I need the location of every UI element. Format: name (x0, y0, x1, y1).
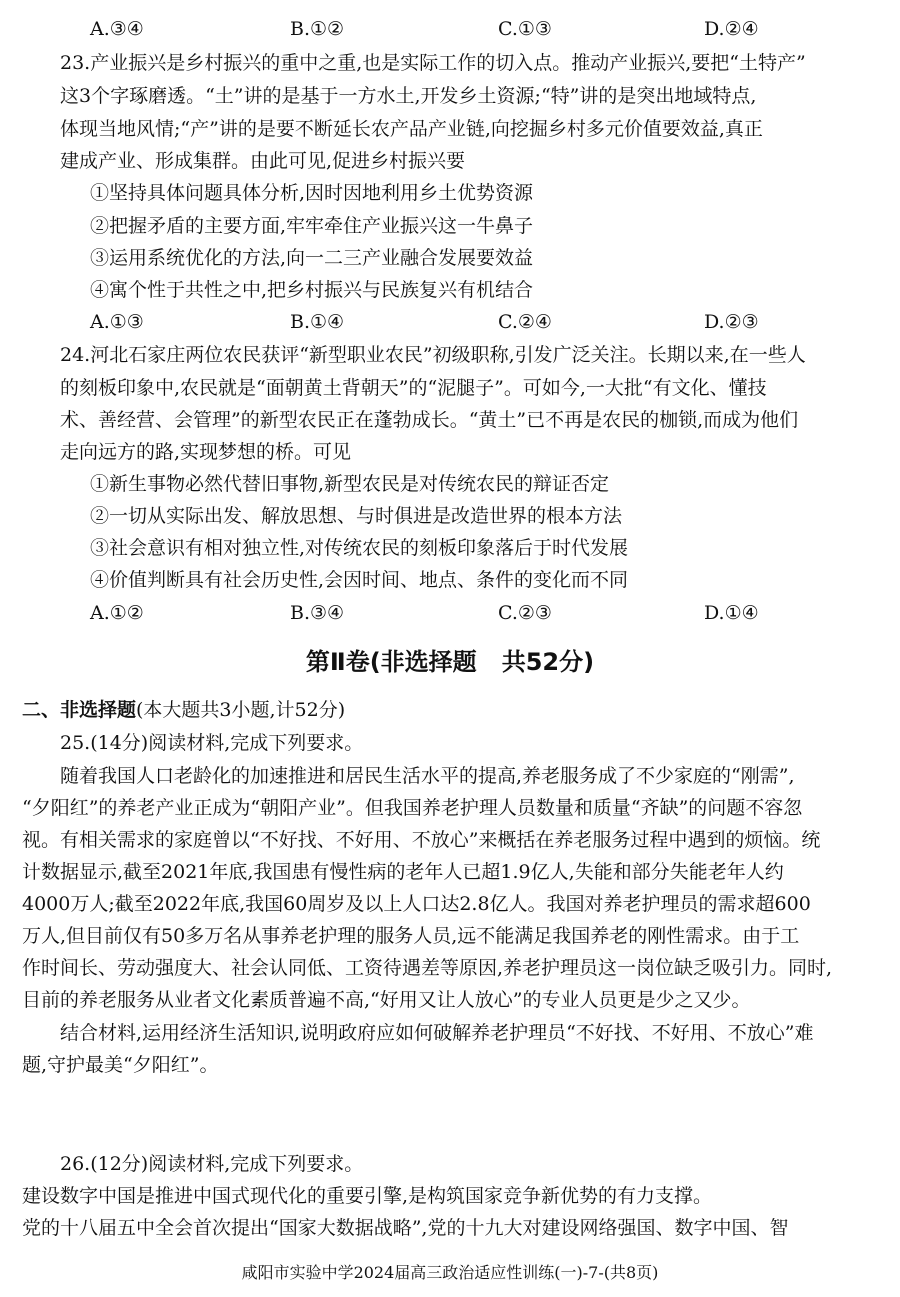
q23-item: ④寓个性于共性之中,把乡村振兴与民族复兴有机结合 (90, 279, 534, 301)
q25-material-line: 视。有相关需求的家庭曾以“不好找、不好用、不放心”来概括在养老服务过程中遇到的烦恼。统 (22, 829, 821, 851)
q26-material-line: 党的十八届五中全会首次提出“国家大数据战略”,党的十九大对建设网络强国、数字中国、智 (22, 1217, 789, 1239)
q24-option-c: C.②③ (498, 602, 552, 624)
q24-item: ④价值判断具有社会历史性,会因时间、地点、条件的变化而不同 (90, 569, 629, 591)
q25-material-line: 4000万人;截至2022年底,我国60周岁及以上人口达2.8亿人。我国对养老护理员的需求超600 (22, 893, 811, 915)
q24-option-b: B.③④ (290, 602, 345, 624)
q25-task-line: 题,守护最美“夕阳红”。 (22, 1054, 219, 1076)
q23-option-d: D.②③ (704, 311, 759, 333)
q25-material-line: 随着我国人口老龄化的加速推进和居民生活水平的提高,养老服务成了不少家庭的“刚需”, (60, 765, 795, 787)
q23-options (90, 309, 890, 335)
q23-option-c: C.②④ (498, 311, 552, 333)
q23-stem-line: 23.产业振兴是乡村振兴的重中之重,也是实际工作的切入点。推动产业振兴,要把“土特产” (60, 52, 806, 74)
q23-option-a: A.①③ (90, 311, 144, 333)
section-heading (22, 697, 345, 723)
q24-stem-line: 的刻板印象中,农民就是“面朝黄土背朝天”的“泥腿子”。可如今,一大批“有文化、懂技 (60, 377, 767, 399)
q22-option-b: B.①② (290, 18, 345, 40)
q24-stem-line: 术、善经营、会管理”的新型农民正在蓬勃成长。“黄土”已不再是农民的枷锁,而成为他们 (60, 409, 799, 431)
q24-option-a: A.①② (90, 602, 144, 624)
q26-intro: 26.(12分)阅读材料,完成下列要求。 (60, 1153, 364, 1175)
q23-stem-line: 体现当地风情;“产”讲的是要不断延长农产品产业链,向挖掘乡村多元价值要效益,真正 (60, 118, 763, 140)
q24-options (90, 600, 890, 626)
q25-material-line: 万人,但目前仅有50多万名从事养老护理的服务人员,远不能满足我国养老的刚性需求。由于工 (22, 925, 800, 947)
q23-option-b: B.①④ (290, 311, 345, 333)
q24-stem-line: 走向远方的路,实现梦想的桥。可见 (60, 441, 352, 463)
q23-stem-line: 这3个字琢磨透。“土”讲的是基于一方水土,开发乡土资源;“特”讲的是突出地域特点, (60, 85, 757, 107)
section-heading-note: (本大题共3小题,计52分) (136, 699, 346, 721)
q23-stem-line: 建成产业、形成集群。由此可见,促进乡村振兴要 (60, 150, 466, 172)
q22-option-d: D.②④ (704, 18, 759, 40)
q26-material-line: 建设数字中国是推进中国式现代化的重要引擎,是构筑国家竞争新优势的有力支撑。 (22, 1185, 713, 1207)
section-title: 第Ⅱ卷(非选择题 共52分) (305, 648, 595, 676)
q25-material-line: 目前的养老服务从业者文化素质普遍不高,“好用又让人放心”的专业人员更是少之又少。 (22, 989, 751, 1011)
q23-item: ①坚持具体问题具体分析,因时因地利用乡土优势资源 (90, 182, 534, 204)
section-heading-label: 二、非选择题 (22, 699, 137, 721)
q25-material-line: 计数据显示,截至2021年底,我国患有慢性病的老年人已超1.9亿人,失能和部分失能老年人约 (22, 861, 784, 883)
q22-options (90, 16, 890, 42)
q25-intro: 25.(14分)阅读材料,完成下列要求。 (60, 732, 364, 754)
q24-stem-line: 24.河北石家庄两位农民获评“新型职业农民”初级职称,引发广泛关注。长期以来,在一些人 (60, 344, 806, 366)
q25-task-line: 结合材料,运用经济生活知识,说明政府应如何破解养老护理员“不好找、不好用、不放心”难 (60, 1022, 814, 1044)
q24-option-d: D.①④ (704, 602, 759, 624)
q23-item: ③运用系统优化的方法,向一二三产业融合发展要效益 (90, 247, 534, 269)
page-footer: 咸阳市实验中学2024届高三政治适应性训练(一)-7-(共8页) (241, 1263, 659, 1282)
q23-item: ②把握矛盾的主要方面,牢牢牵住产业振兴这一牛鼻子 (90, 215, 534, 237)
q25-material-line: “夕阳红”的养老产业正成为“朝阳产业”。但我国养老护理人员数量和质量“齐缺”的问题不容忽 (22, 797, 803, 819)
q25-material-line: 作时间长、劳动强度大、社会认同低、工资待遇差等原因,养老护理员这一岗位缺乏吸引力。同时, (22, 957, 833, 979)
q24-item: ①新生事物必然代替旧事物,新型农民是对传统农民的辩证否定 (90, 473, 610, 495)
q24-item: ③社会意识有相对独立性,对传统农民的刻板印象落后于时代发展 (90, 537, 629, 559)
q22-option-c: C.①③ (498, 18, 552, 40)
q22-option-a: A.③④ (90, 18, 144, 40)
q24-item: ②一切从实际出发、解放思想、与时俱进是改造世界的根本方法 (90, 505, 623, 527)
